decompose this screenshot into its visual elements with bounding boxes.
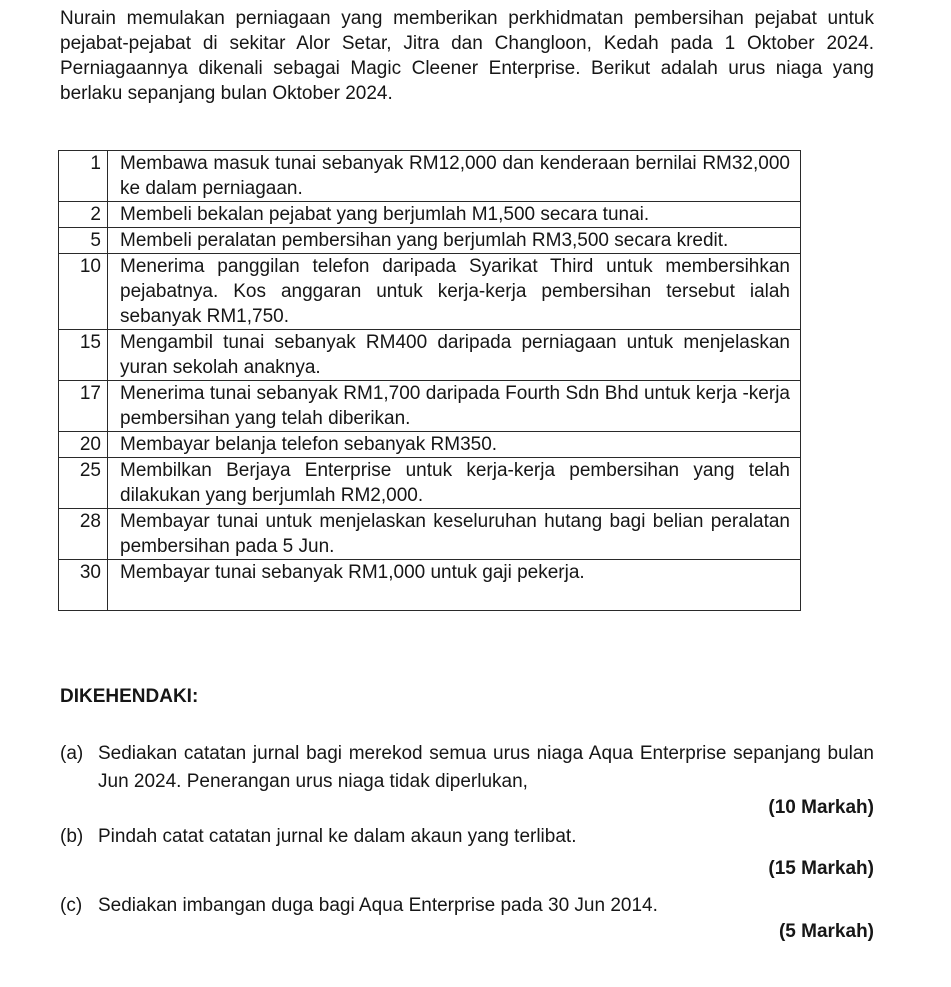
table-row: [59, 509, 801, 560]
question-label: (b): [60, 826, 84, 847]
transaction-day: 30: [59, 560, 108, 611]
question-text: Pindah catat catatan jurnal ke dalam akaun yang terlibat.: [98, 826, 577, 847]
intro-paragraph: Nurain memulakan perniagaan yang memberikan perkhidmatan pembersihan pejabat untuk pejabat-pejabat di sekitar Alor Setar, Jitra dan Changloon, Kedah pada 1 Oktober 2024. Perniagaannya dikenali sebagai Magic Cleener Enterprise. Berikut adalah urus niaga yang berlaku sepanjang bulan Oktober 2024.: [60, 8, 874, 104]
transaction-day: 17: [59, 381, 108, 432]
transaction-description: Membayar belanja telefon sebanyak RM350.: [108, 432, 801, 458]
transactions-table: [58, 150, 801, 611]
table-row: [59, 458, 801, 509]
requirements-heading: DIKEHENDAKI:: [60, 686, 199, 707]
question-c-marks: (5 Markah): [778, 921, 874, 942]
question-b-marks: (15 Markah): [768, 858, 874, 879]
question-text: Sediakan imbangan duga bagi Aqua Enterprise pada 30 Jun 2014.: [98, 895, 658, 916]
transaction-description: Mengambil tunai sebanyak RM400 daripada perniagaan untuk menjelaskan yuran sekolah anaknya.: [108, 330, 801, 381]
transaction-description: Membeli peralatan pembersihan yang berjumlah RM3,500 secara kredit.: [108, 228, 801, 254]
transaction-description: Membeli bekalan pejabat yang berjumlah M1,500 secara tunai.: [108, 202, 801, 228]
table-row: [59, 432, 801, 458]
transaction-description: Menerima tunai sebanyak RM1,700 daripada Fourth Sdn Bhd untuk kerja -kerja pembersihan yang telah diberikan.: [108, 381, 801, 432]
transaction-description: Membawa masuk tunai sebanyak RM12,000 dan kenderaan bernilai RM32,000 ke dalam perniagaan.: [108, 151, 801, 202]
table-row: [59, 330, 801, 381]
question-c: [60, 892, 874, 920]
table-row: [59, 560, 801, 611]
transaction-day: 20: [59, 432, 108, 458]
transaction-description: Menerima panggilan telefon daripada Syarikat Third untuk membersihkan pejabatnya. Kos anggaran untuk kerja-kerja pembersihan tersebut ialah sebanyak RM1,750.: [108, 254, 801, 330]
table-row: [59, 202, 801, 228]
table-row: [59, 228, 801, 254]
transaction-description: Membayar tunai untuk menjelaskan keseluruhan hutang bagi belian peralatan pembersihan pada 5 Jun.: [108, 509, 801, 560]
transaction-day: 1: [59, 151, 108, 202]
question-label: (a): [60, 743, 84, 764]
transaction-description: Membayar tunai sebanyak RM1,000 untuk gaji pekerja.: [108, 560, 801, 611]
transaction-day: 25: [59, 458, 108, 509]
question-text: Sediakan catatan jurnal bagi merekod semua urus niaga Aqua Enterprise sepanjang bulan Jun 2024. Penerangan urus niaga tidak diperlukan,: [98, 743, 874, 792]
transaction-description: Membilkan Berjaya Enterprise untuk kerja-kerja pembersihan yang telah dilakukan yang berjumlah RM2,000.: [108, 458, 801, 509]
transaction-day: 10: [59, 254, 108, 330]
table-row: [59, 381, 801, 432]
transaction-day: 15: [59, 330, 108, 381]
transaction-day: 5: [59, 228, 108, 254]
question-label: (c): [60, 895, 83, 916]
question-a: [60, 740, 874, 796]
question-b: [60, 823, 874, 851]
table-row: [59, 151, 801, 202]
transaction-day: 2: [59, 202, 108, 228]
question-a-marks: (10 Markah): [768, 797, 874, 818]
table-row: [59, 254, 801, 330]
transaction-day: 28: [59, 509, 108, 560]
